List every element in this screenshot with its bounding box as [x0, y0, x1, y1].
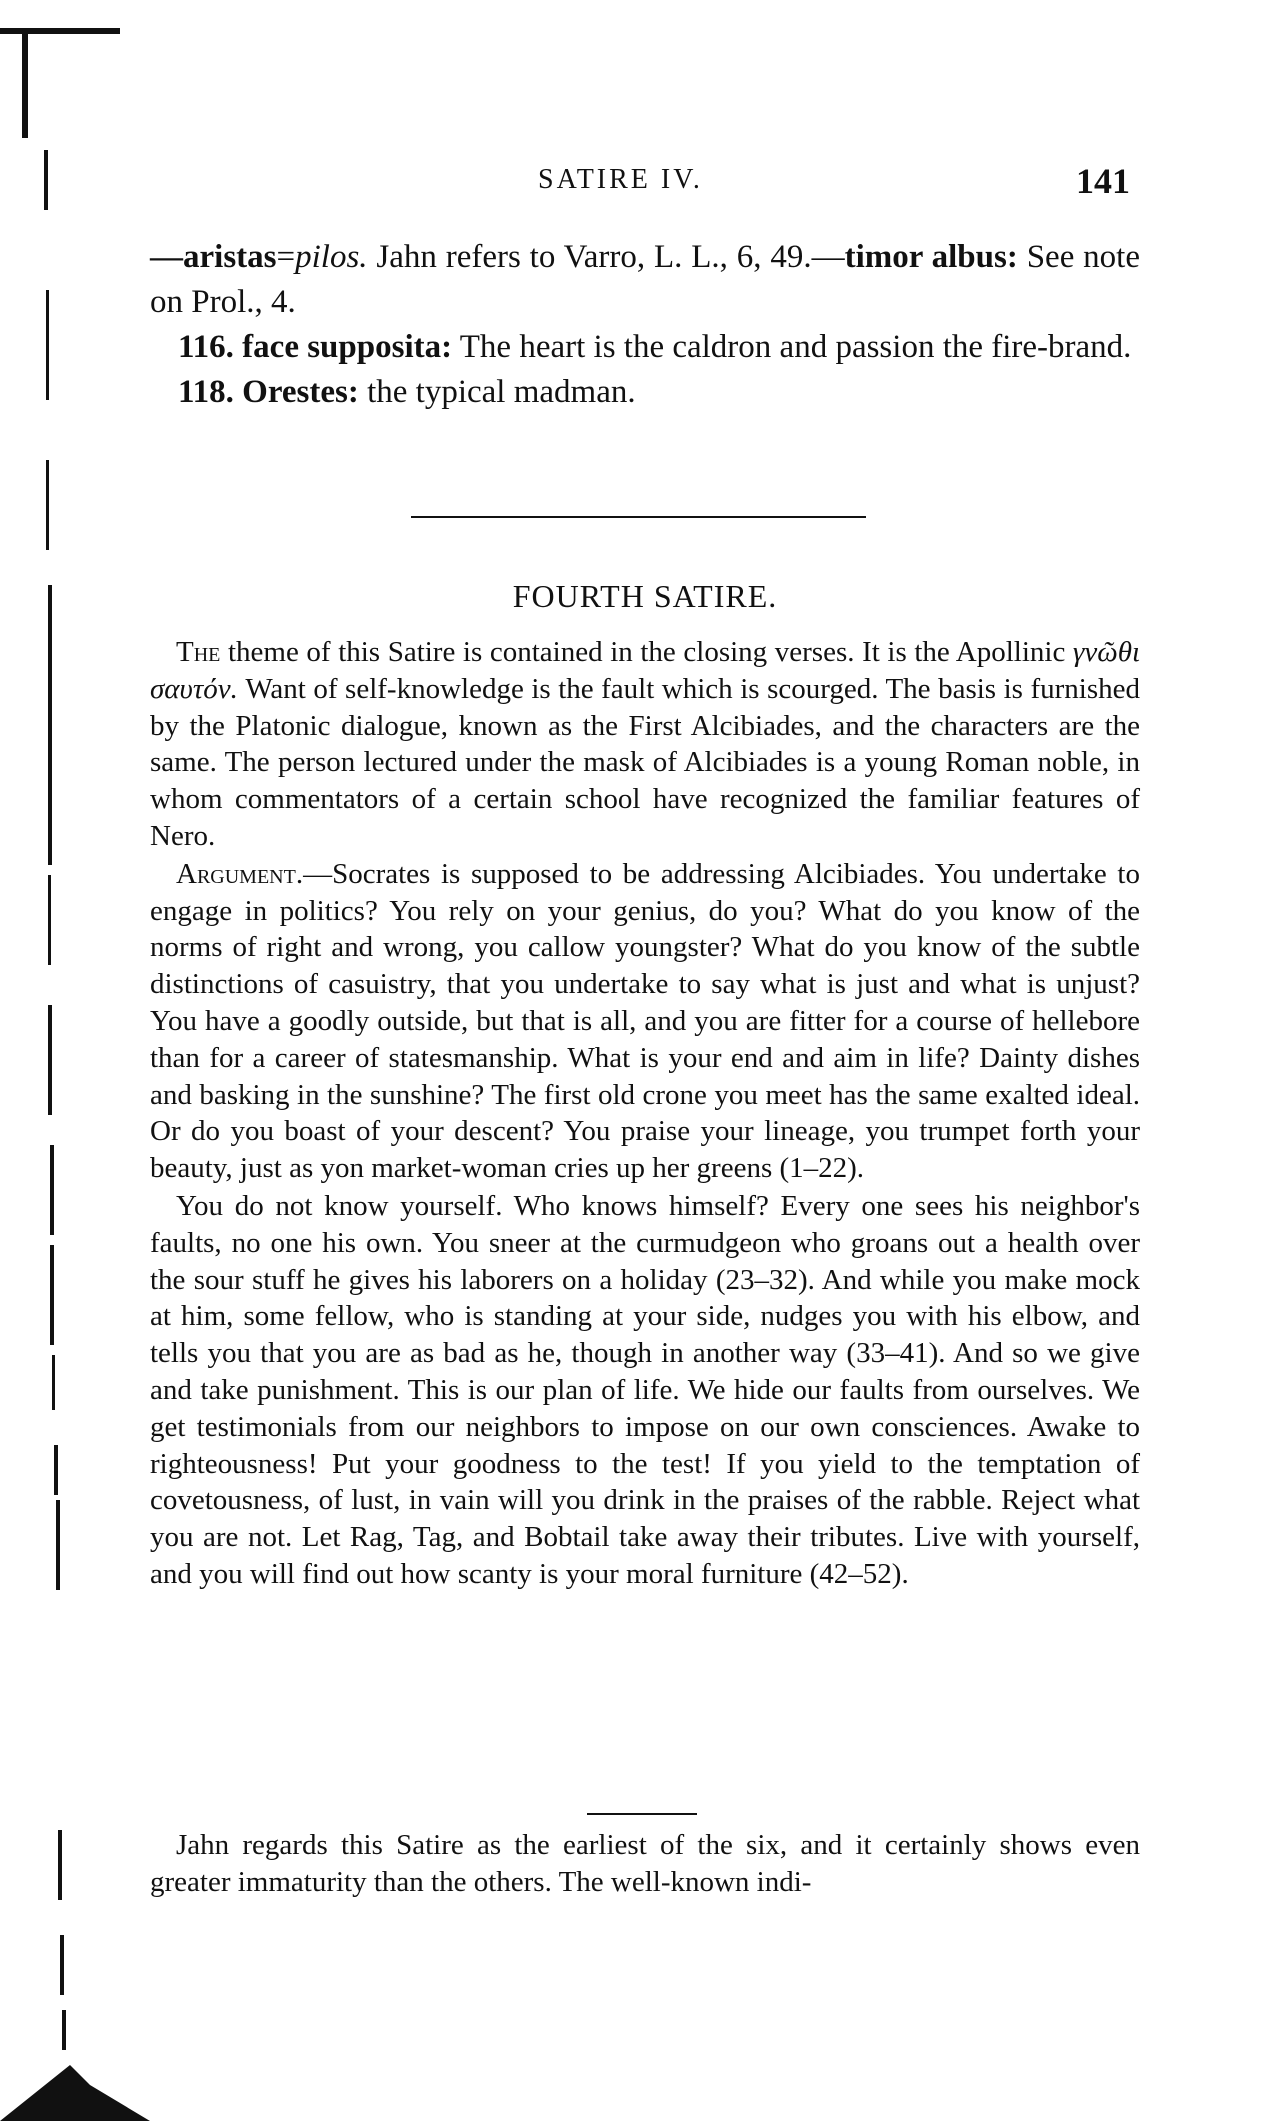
- note-text: Jahn refers to Varro, L. L., 6, 49.—: [367, 239, 845, 275]
- intro-text: Want of self-knowledge is the fault which is scourged. The basis is furnished by the Platonic dialogue, known as the First Alcibiades, and the characters are the same. The person lectured under the mask of Alcibiades is a young Roman noble, in whom commentators of a certain school have recognized the familiar features of Nero.: [150, 672, 1140, 852]
- note-lemma: 118. Orestes:: [178, 374, 359, 410]
- gutter-line-mark: [48, 585, 52, 865]
- argument-paragraph: [150, 856, 1140, 1187]
- commentary-notes: [150, 235, 1140, 415]
- satire-introduction: [150, 634, 1140, 1593]
- intro-paragraph: [150, 634, 1140, 855]
- argument-text: —Socrates is supposed to be addressing Alcibiades. You undertake to engage in politics? You rely on your genius, do you? What do you know of the norms of right and wrong, you callow youngster? What do you know of the subtle distinctions of casuistry, that you undertake to say what is just and what is unjust? You have a goodly outside, but that is all, and you are fitter for a course of hellebore than for a career of statesmanship. What is your end and aim in life? Dainty dishes and basking in the sunshine? The first old crone you meet has the same exalted ideal. Or do you boast of your descent? You praise your lineage, you trumpet forth your beauty, just as yon market-woman cries up her greens (1–22).: [150, 857, 1140, 1185]
- gutter-line-mark: [60, 1935, 64, 1995]
- gutter-line-mark: [58, 1830, 62, 1900]
- gutter-corner-mark: [22, 28, 28, 138]
- gutter-bottom-wedge: [0, 2045, 150, 2121]
- gutter-line-mark: [48, 875, 51, 965]
- section-divider: [411, 516, 866, 518]
- gutter-corner-mark: [0, 28, 120, 34]
- gutter-line-mark: [44, 150, 48, 210]
- gutter-line-mark: [46, 460, 49, 550]
- intro-text: theme of this Satire is contained in the closing verses. It is the Apollinic: [220, 636, 1073, 668]
- note-lemma: 116. face supposita:: [178, 329, 453, 365]
- note-text: The heart is the caldron and passion the fire-brand.: [452, 329, 1132, 365]
- short-divider: [587, 1813, 697, 1815]
- argument-heading: Argument.: [176, 857, 304, 890]
- note-gloss: pilos.: [295, 239, 368, 275]
- gutter-line-mark: [56, 1500, 60, 1590]
- intro-lead-word: The: [176, 636, 221, 668]
- gutter-line-mark: [52, 1355, 55, 1410]
- closing-paragraph: Jahn regards this Satire as the earliest of the six, and it certainly shows even greater immaturity than the others. The well-known indi-: [150, 1829, 1140, 1898]
- gutter-line-mark: [50, 1145, 54, 1235]
- note-118: [150, 370, 1140, 415]
- gutter-line-mark: [54, 1445, 58, 1495]
- page-header: [170, 160, 1130, 210]
- closing-text: [150, 1827, 1140, 1901]
- argument-continuation: You do not know yourself. Who knows himself? Every one sees his neighbor's faults, no one his own. You sneer at the curmudgeon who groans out a health over the sour stuff he gives his laborers on a holiday (23–32). And while you make mock at him, some fellow, who is standing at your side, nudges you with his elbow, and tells you that you are as bad as he, though in another way (33–41). And so we give and take punishment. This is our plan of life. We hide our faults from ourselves. We get testimonials from our neighbors to impose on our own consciences. Awake to righteousness! Put your goodness to the test! If you yield to the temptation of covetousness, of lust, in vain will you drink in the praises of the rabble. Reject what you are not. Let Rag, Tag, and Bobtail take away their tributes. Live with yourself, and you will find out how scanty is your moral furniture (42–52).: [150, 1189, 1140, 1590]
- section-title: FOURTH SATIRE.: [512, 578, 778, 614]
- note-lemma: —aristas: [150, 239, 277, 275]
- greek-phrase: γνῶθι σαυτόν.: [150, 636, 1140, 705]
- gutter-line-mark: [46, 290, 49, 400]
- note-text: the typical madman.: [358, 374, 636, 410]
- gutter-line-mark: [50, 1245, 54, 1345]
- page-number: 141: [1076, 161, 1130, 201]
- gutter-line-mark: [62, 2010, 66, 2050]
- note-lemma: timor albus:: [844, 239, 1018, 275]
- note-aristas: [150, 235, 1140, 325]
- note-text: See note on Prol., 4.: [150, 239, 1140, 320]
- note-equals: =: [276, 239, 296, 275]
- note-116: [150, 325, 1140, 370]
- gutter-line-mark: [48, 1005, 52, 1115]
- running-head: SATIRE IV.: [538, 164, 703, 195]
